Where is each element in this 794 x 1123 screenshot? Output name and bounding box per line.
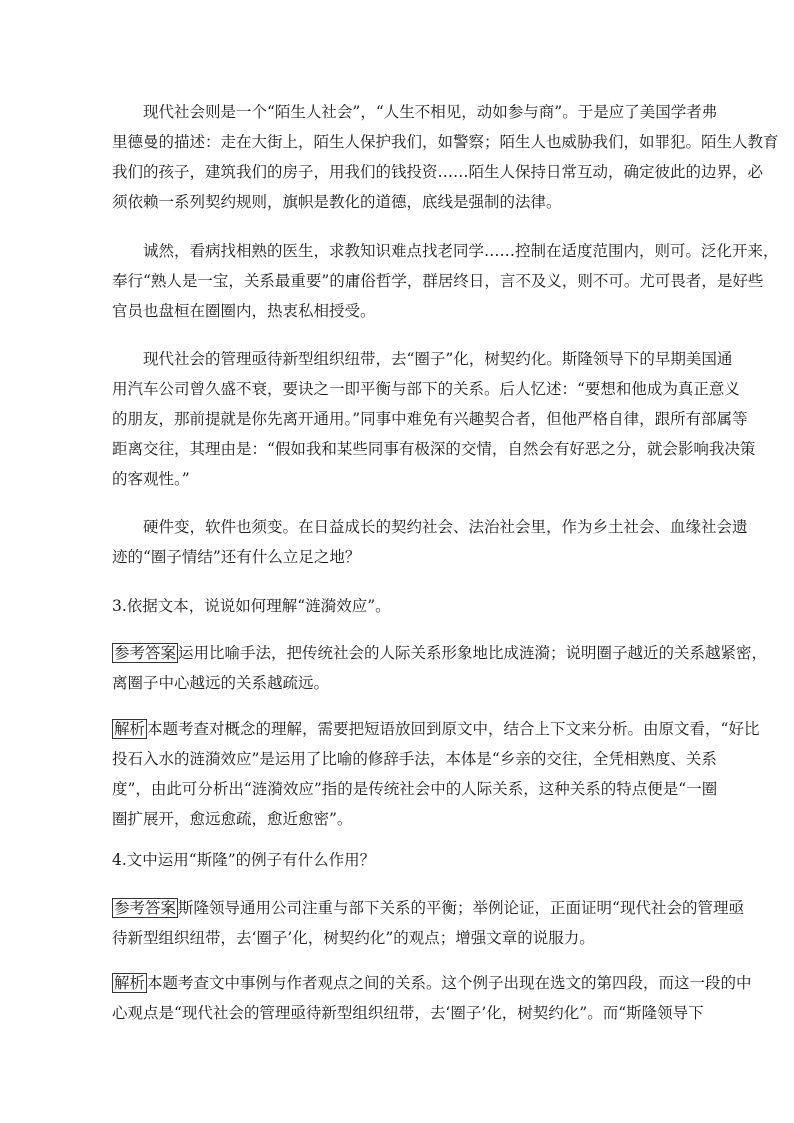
analysis-text: 本题考查文中事例与作者观点之间的关系。这个例子出现在选文的第四段，而这一段的中 [147,974,752,992]
question-4 [112,845,682,875]
analysis-tag: 解析 [114,974,146,992]
text-line: 须依赖一系列契约规则，旗帜是教化的道德，底线是强制的法律。 [112,193,562,211]
analysis-tag: 解析 [114,720,146,738]
text-line: 投石入水的涟漪效应”是运用了比喻的修辞手法，本体是“乡亲的交往，全凭相熟度、关系 [112,750,717,768]
analysis-text: 本题考查对概念的理解，需要把短语放回到原文中，结合上下文来分析。由原文看，“好比 [147,720,760,738]
answer-text: 斯隆领导通用公司注重与部下关系的平衡；举例论证，正面证明“现代社会的管理亟 [178,899,744,917]
text-line: 待新型组织纽带，去‘圈子’化，树契约化”的观点；增强文章的说服力。 [112,929,595,947]
paragraph-1 [112,97,779,217]
text-line [112,714,760,744]
paragraph-2 [112,236,779,326]
q3-answer [112,638,768,698]
text-line: 心观点是“现代社会的管理亟待新型组织纽带，去‘圈子’化，树契约化”。而“斯隆领导下 [112,1004,704,1022]
text-line: 奉行“熟人是一宝，关系最重要”的庸俗哲学，群居终日，言不及义，则不可。尤可畏者，是好些 [112,272,764,290]
answer-text: 运用比喻手法，把传统社会的人际关系形象地比成涟漪；说明圈子越近的关系越紧密， [178,644,768,662]
q4-answer [112,893,744,953]
text-line: 度”，由此可分析出“涟漪效应”指的是传统社会中的人际关系，这种关系的特点便是“一圈 [112,780,718,798]
answer-tag: 参考答案 [114,899,177,917]
text-line: 诚然，看病找相熟的医生，求教知识难点找老同学……控制在适度范围内，则可。泛化开来， [143,242,779,260]
text-line: 我们的孩子，建筑我们的房子，用我们的钱投资……陌生人保持日常互动，确定彼此的边界，必 [112,163,764,181]
answer-tag: 参考答案 [114,644,177,662]
question-text: 3.依据文本，说说如何理解“涟漪效应”。 [112,597,391,615]
text-line: 用汽车公司曾久盛不衰，要诀之一即平衡与部下的关系。后人忆述：“要想和他成为真正意义 [112,380,740,398]
text-line: 里德曼的描述：走在大街上，陌生人保护我们，如警察；陌生人也威胁我们，如罪犯。陌生人教育 [112,133,779,151]
text-line: 圈扩展开，愈远愈疏，愈近愈密”。 [112,810,353,828]
text-line [112,968,752,998]
text-line: 迹的“圈子情结”还有什么立足之地？ [112,548,361,566]
text-line: 现代社会的管理亟待新型组织纽带，去“圈子”化，树契约化。斯隆领导下的早期美国通 [143,350,733,368]
text-line: 硬件变，软件也须变。在日益成长的契约社会、法治社会里，作为乡土社会、血缘社会遗 [143,518,748,536]
text-line: 离圈子中心越远的关系越疏远。 [112,674,330,692]
paragraph-4 [112,512,748,572]
text-line: 官员也盘桓在圈圈内，热衷私相授受。 [112,302,376,320]
text-line: 现代社会则是一个“陌生人社会”，“人生不相见，动如参与商”。于是应了美国学者弗 [143,103,718,121]
text-line: 的朋友，那前提就是你先离开通用。”同事中难免有兴趣契合者，但他严格自律，跟所有部属等 [112,410,748,428]
text-line: 距离交往，其理由是：“假如我和某些同事有极深的交情，自然会有好恶之分，就会影响我决策 [112,440,756,458]
paragraph-3 [112,344,756,494]
text-line [112,638,768,668]
text-line: 的客观性。” [112,470,190,488]
question-text: 4.文中运用“斯隆”的例子有什么作用？ [112,851,376,869]
q4-analysis [112,968,752,1028]
question-3 [112,591,682,621]
text-line [112,893,744,923]
q3-analysis [112,714,760,834]
